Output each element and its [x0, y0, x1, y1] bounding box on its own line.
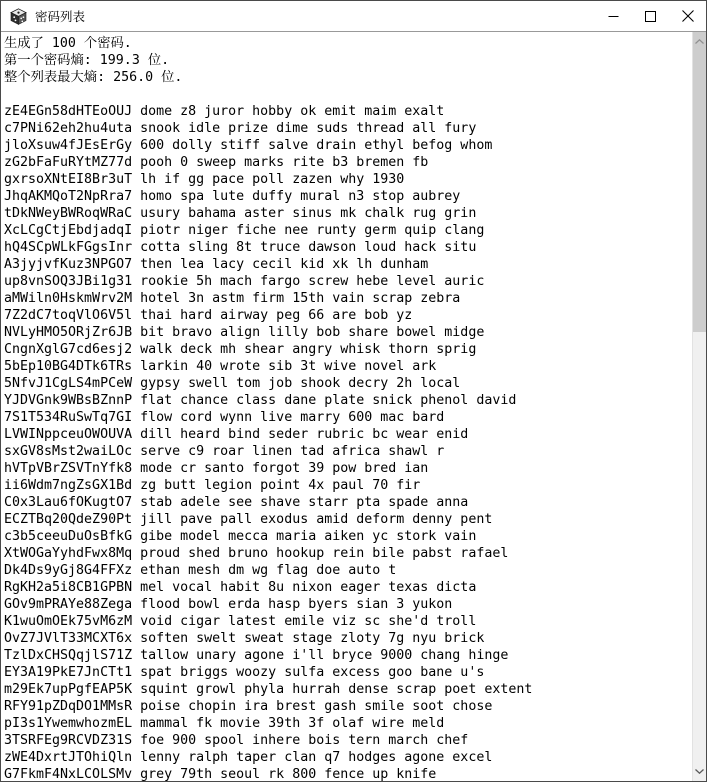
- password-line: ii6Wdm7ngZsGX1Bd zg butt legion point 4x paul 70 fir: [4, 478, 421, 493]
- close-button[interactable]: [669, 1, 706, 31]
- password-line: 5bEp10BG4DTk6TRs larkin 40 wrote sib 3t wive novel ark: [4, 359, 437, 374]
- password-line: G7FkmF4NxLCOLSMv grey 79th seoul rk 800 fence up knife: [4, 767, 437, 781]
- password-line: jloXsuw4fJEsErGy 600 dolly stiff salve drain ethyl befog whom: [4, 138, 493, 153]
- password-line: hVTpVBrZSVTnYfk8 mode cr santo forgot 39 pow bred ian: [4, 461, 429, 476]
- password-line: 5NfvJ1CgLS4mPCeW gypsy swell tom job shook decry 2h local: [4, 376, 461, 391]
- password-line: pI3s1YwemwhozmEL mammal fk movie 39th 3f olaf wire meld: [4, 716, 445, 731]
- die-icon: [10, 8, 27, 25]
- chevron-down-icon: [695, 769, 704, 774]
- password-line: EY3A19PkE7JnCTt1 spat briggs woozy sulfa excess goo bane u's: [4, 665, 485, 680]
- stats-line: 第一个密码熵: 199.3 位.: [4, 53, 170, 68]
- password-line: RFY91pZDqDO1MMsR poise chopin ira brest gash smile soot chose: [4, 699, 493, 714]
- password-line: aMWiln0HskmWrv2M hotel 3n astm firm 15th vain scrap zebra: [4, 291, 461, 306]
- password-line: JhqAKMQoT2NpRra7 homo spa lute duffy mural n3 stop aubrey: [4, 189, 461, 204]
- maximize-button[interactable]: [632, 1, 669, 31]
- password-line: zE4EGn58dHTEoOUJ dome z8 juror hobby ok emit maim exalt: [4, 104, 445, 119]
- password-line: 3TSRFEg9RCVDZ31S foe 900 spool inhere bois tern march chef: [4, 733, 469, 748]
- stats-block: [4, 35, 692, 86]
- title-bar[interactable]: [1, 1, 706, 31]
- password-line: YJDVGnk9WBsBZnnP flat chance class dane plate snick phenol david: [4, 393, 517, 408]
- blank-line: [4, 86, 692, 103]
- password-line: hQ4SCpWLkFGgsInr cotta sling 8t truce dawson loud hack situ: [4, 240, 477, 255]
- password-line: c3b5ceeuDuOsBfkG gibe model mecca maria aiken yc stork vain: [4, 529, 477, 544]
- password-line: up8vnSOQ3JBi1g31 rookie 5h mach fargo screw hebe level auric: [4, 274, 485, 289]
- maximize-icon: [645, 11, 656, 22]
- password-line: RgKH2a5i8CB1GPBN mel vocal habit 8u nixon eager texas dicta: [4, 580, 477, 595]
- scroll-down-button[interactable]: [693, 764, 706, 779]
- password-line: sxGV8sMst2waiLOc serve c9 roar linen tad africa shawl r: [4, 444, 445, 459]
- password-line: NVLyHMO5ORjZr6JB bit bravo align lilly bob share bowel midge: [4, 325, 485, 340]
- password-line: gxrsoXNtEI8Br3uT lh if gg pace poll zazen why 1930: [4, 172, 405, 187]
- password-line: TzlDxCHSQqjlS71Z tallow unary agone i'll bryce 9000 chang hinge: [4, 648, 509, 663]
- password-line: ECZTBq20QdeZ90Pt jill pave pall exodus amid deform denny pent: [4, 512, 493, 527]
- content-area: [1, 31, 706, 781]
- window-controls: [595, 1, 706, 31]
- password-line: c7PNi62eh2hu4uta snook idle prize dime suds thread all fury: [4, 121, 477, 136]
- password-list: [4, 103, 692, 781]
- password-line: C0x3Lau6fOKugtO7 stab adele see shave starr pta spade anna: [4, 495, 469, 510]
- password-line: LVWINppceuOWOUVA dill heard bind seder rubric bc wear enid: [4, 427, 469, 442]
- password-line: 7Z2dC7toqVlO6V5l thai hard airway peg 66 are bob yz: [4, 308, 413, 323]
- password-line: m29Ek7upPgfEAP5K squint growl phyla hurrah dense scrap poet extent: [4, 682, 533, 697]
- password-line: OvZ7JVlT33MCXT6x soften swelt sweat stage zloty 7g nyu brick: [4, 631, 485, 646]
- stats-line: 生成了 100 个密码.: [4, 36, 132, 51]
- password-line: tDkNWeyBWRoqWRaC usury bahama aster sinus mk chalk rug grin: [4, 206, 477, 221]
- scrollbar-thumb[interactable]: [693, 32, 706, 332]
- password-line: GOv9mPRAYe88Zega flood bowl erda hasp byers sian 3 yukon: [4, 597, 453, 612]
- stats-line: 整个列表最大熵: 256.0 位.: [4, 70, 183, 85]
- password-line: XcLCgCtjEbdjadqI piotr niger fiche nee runty germ quip clang: [4, 223, 485, 238]
- minimize-icon: [608, 11, 619, 22]
- password-output[interactable]: [1, 32, 692, 781]
- chevron-up-icon: [695, 39, 704, 44]
- password-line: zWE4DxrtJTOhiQln lenny ralph taper clan q7 hodges agone excel: [4, 750, 493, 765]
- window-title: 密码列表: [35, 9, 86, 24]
- minimize-button[interactable]: [595, 1, 632, 31]
- password-line: K1wuOmOEk75vM6zM void cigar latest emile viz sc she'd troll: [4, 614, 477, 629]
- password-line: A3jyjvfKuz3NPGO7 then lea lacy cecil kid xk lh dunham: [4, 257, 429, 272]
- scroll-up-button[interactable]: [693, 34, 706, 49]
- vertical-scrollbar[interactable]: [692, 32, 706, 781]
- password-line: zG2bFaFuRYtMZ77d pooh 0 sweep marks rite b3 bremen fb: [4, 155, 429, 170]
- password-line: Dk4Ds9yGj8G4FFXz ethan mesh dm wg flag doe auto t: [4, 563, 397, 578]
- password-line: XtWOGaYyhdFwx8Mq proud shed bruno hookup rein bile pabst rafael: [4, 546, 509, 561]
- password-line: 7S1T534RuSwTq7GI flow cord wynn live marry 600 mac bard: [4, 410, 445, 425]
- close-icon: [682, 10, 694, 22]
- password-line: CngnXglG7cd6esj2 walk deck mh shear angry whisk thorn sprig: [4, 342, 477, 357]
